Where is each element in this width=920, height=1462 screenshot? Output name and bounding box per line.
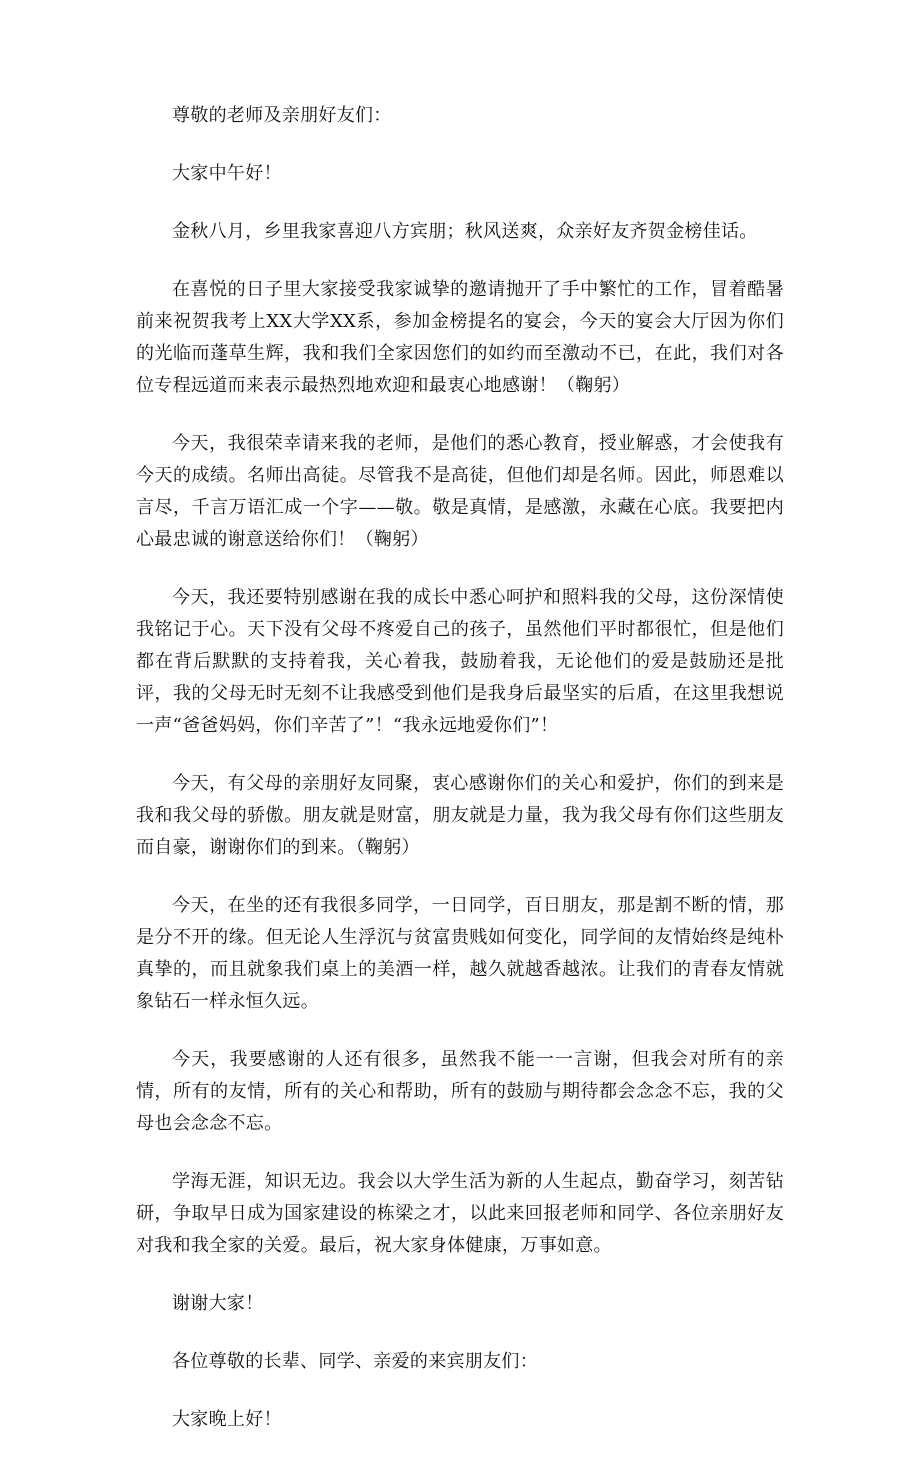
paragraph-thanks-relatives-friends: 今天，有父母的亲朋好友同聚，衷心感谢你们的关心和爱护，你们的到来是我和我父母的骄傲。朋友就是财富，朋友就是力量，我为我父母有你们这些朋友而自豪，谢谢你们的到来。（鞠躬） xyxy=(136,773,784,858)
document-body xyxy=(136,100,784,1462)
paragraph-many-thanks: 今天，我要感谢的人还有很多，虽然我不能一一言谢，但我会对所有的亲情，所有的友情，所有的关心和帮助，所有的鼓励与期待都会念念不忘，我的父母也会念念不忘。 xyxy=(136,1049,784,1134)
paragraph-autumn-celebration: 金秋八月，乡里我家喜迎八方宾朋；秋风送爽，众亲好友齐贺金榜佳话。 xyxy=(172,221,758,242)
paragraph-thanks-parents: 今天，我还要特别感谢在我的成长中悉心呵护和照料我的父母，这份深情使我铭记于心。天下没有父母不疼爱自己的孩子，虽然他们平时都很忙，但是他们都在背后默默的支持着我，关心着我，鼓励着我，无论他们的爱是鼓励还是批评，我的父母无时无刻不让我感受到他们是我身后最坚实的后盾，在这里我想说一声“爸爸妈妈，你们辛苦了”！“我永远地爱你们”！ xyxy=(136,587,784,736)
paragraph-future-study: 学海无涯，知识无边。我会以大学生活为新的人生起点，勤奋学习，刻苦钻研，争取早日成为国家建设的栋梁之才，以此来回报老师和同学、各位亲朋好友对我和我全家的关爱。最后，祝大家身体健康，万事如意。 xyxy=(136,1171,784,1256)
paragraph-thanks-teachers: 今天，我很荣幸请来我的老师，是他们的悉心教育，授业解惑，才会使我有今天的成绩。名师出高徒。尽管我不是高徒，但他们却是名师。因此，师恩难以言尽，千言万语汇成一个字——敬。敬是真情，是感激，永藏在心底。我要把内心最忠诚的谢意送给你们！（鞠躬） xyxy=(136,433,784,550)
paragraph-welcome-thanks: 在喜悦的日子里大家接受我家诚挚的邀请抛开了手中繁忙的工作，冒着酷暑前来祝贺我考上XX大学XX系，参加金榜提名的宴会，今天的宴会大厅因为你们的光临而蓬草生辉，我和我们全家因您们的如约而至激动不已，在此，我们对各位专程远道而来表示最热烈地欢迎和最衷心地感谢！（鞠躬） xyxy=(136,279,784,396)
greeting-teachers-friends: 尊敬的老师及亲朋好友们： xyxy=(172,105,392,126)
paragraph-thank-you-all: 谢谢大家！ xyxy=(172,1293,264,1314)
greeting-elders-classmates-guests: 各位尊敬的长辈、同学、亲爱的来宾朋友们： xyxy=(172,1351,538,1372)
paragraph-classmates: 今天，在坐的还有我很多同学，一日同学，百日朋友，那是割不断的情，那是分不开的缘。但无论人生浮沉与贫富贵贱如何变化，同学间的友情始终是纯朴真挚的，而且就象我们桌上的美酒一样，越久就越香越浓。让我们的青春友情就象钻石一样永恒久远。 xyxy=(136,895,784,1012)
greeting-good-evening: 大家晚上好！ xyxy=(172,1409,282,1430)
greeting-good-noon: 大家中午好！ xyxy=(172,163,282,184)
